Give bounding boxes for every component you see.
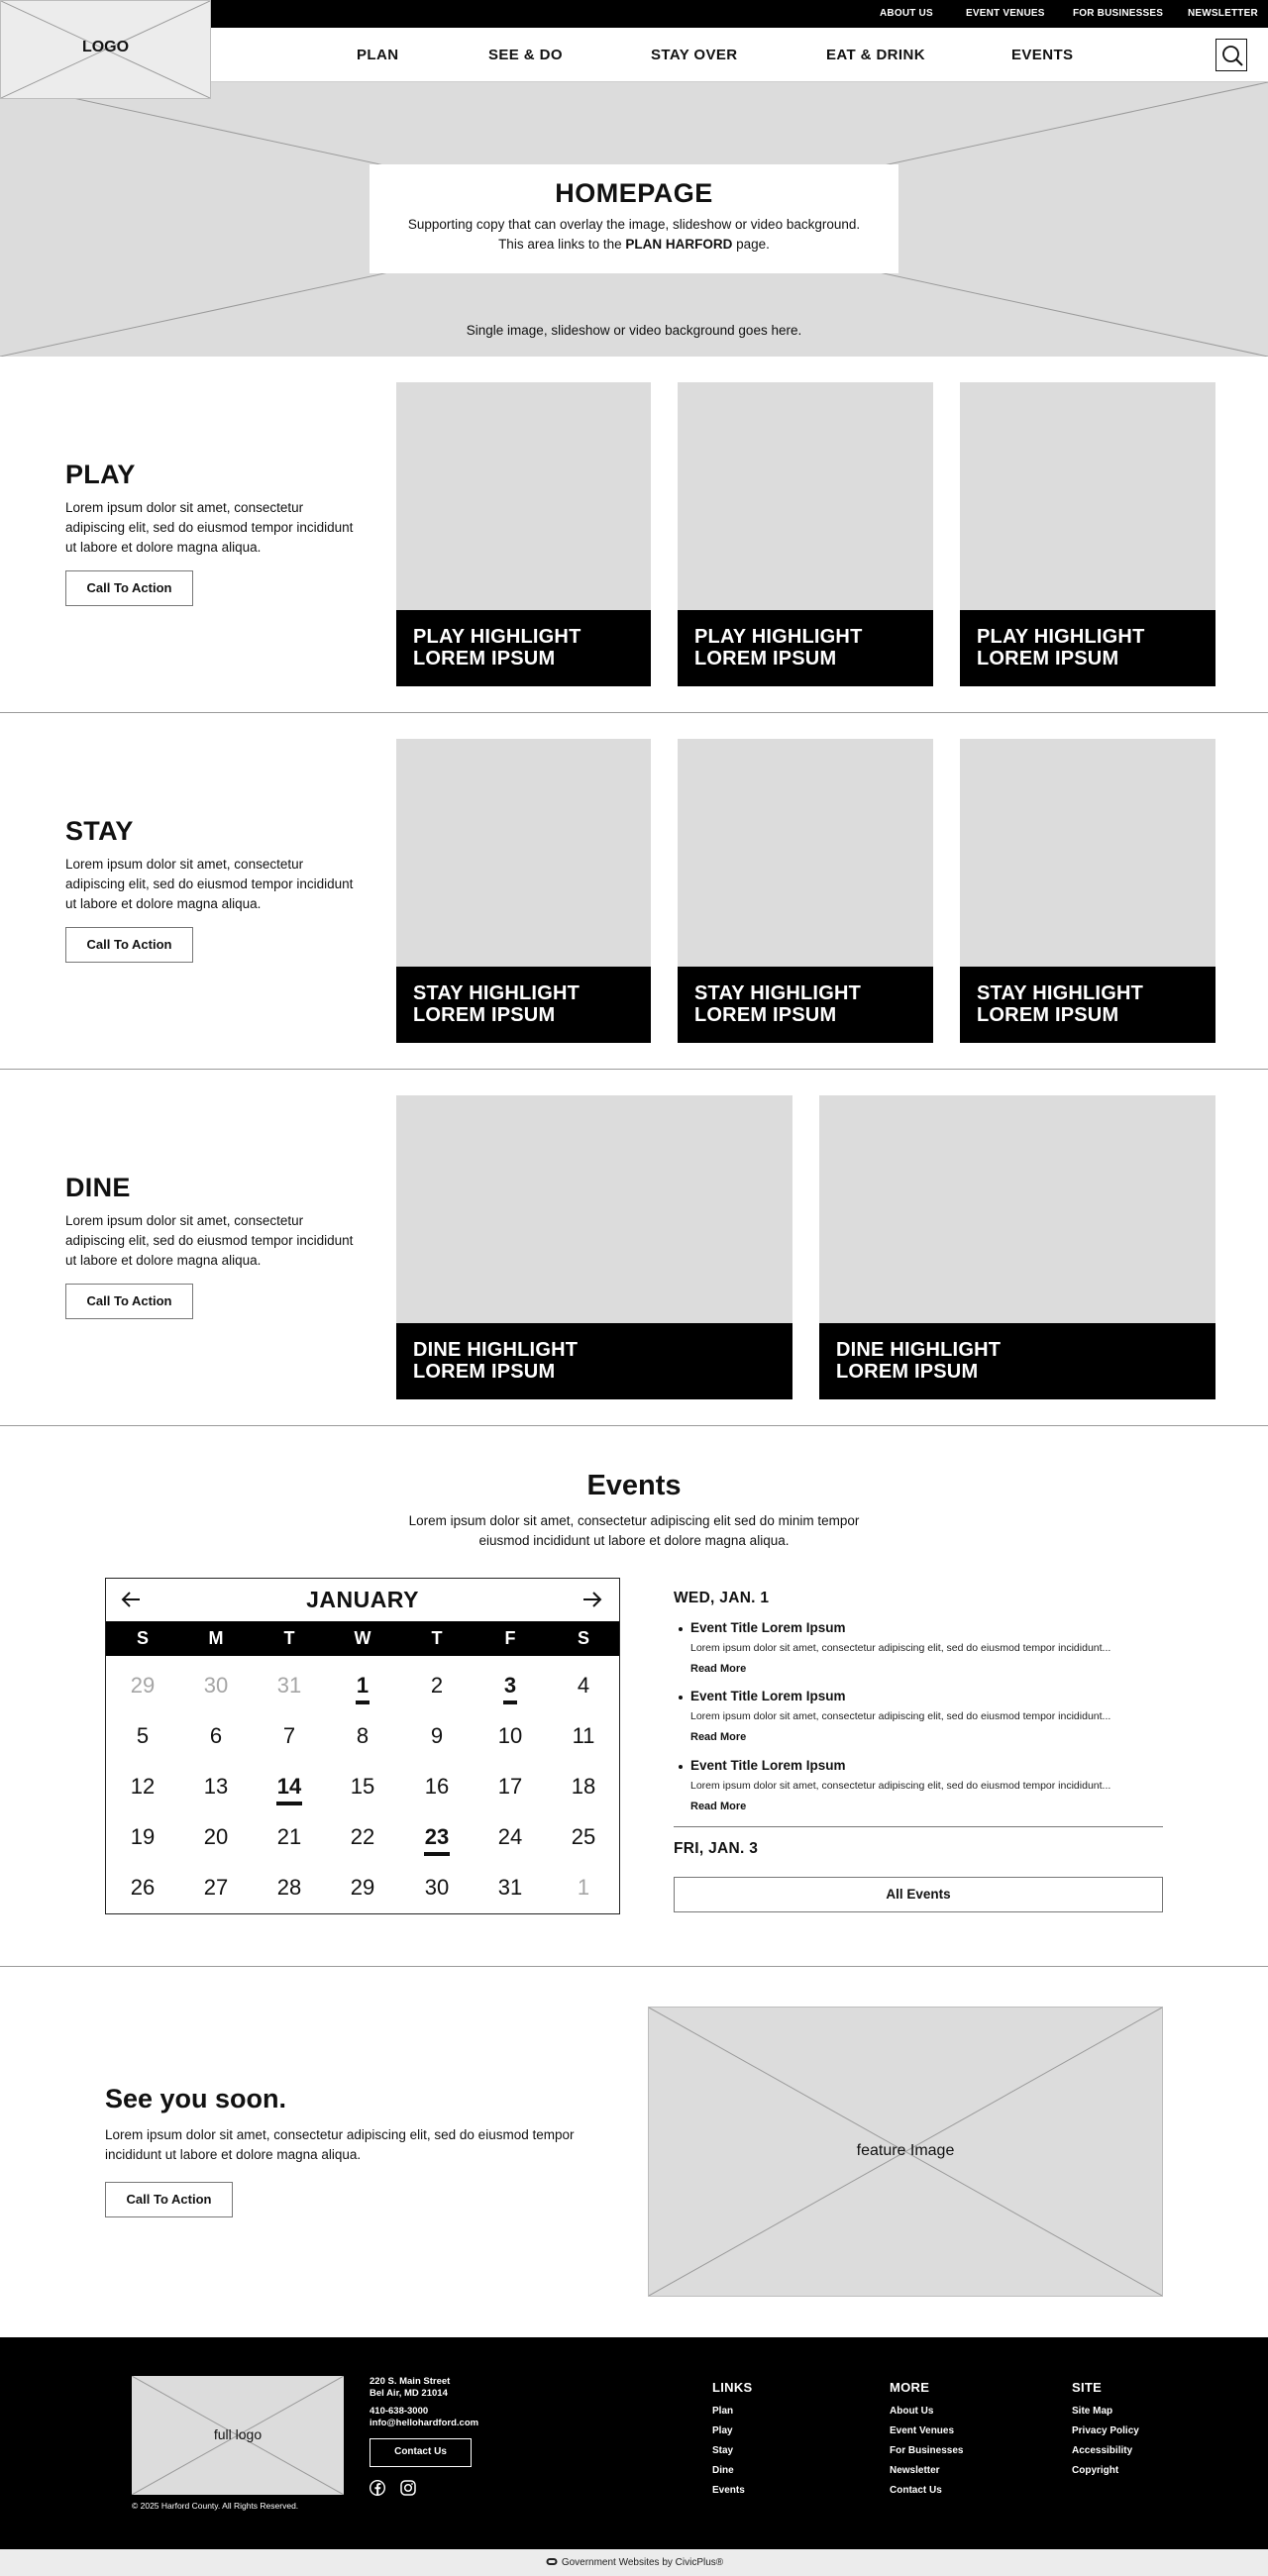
calendar-day[interactable]	[106, 1812, 179, 1862]
read-more-link[interactable]: Read More	[690, 1731, 747, 1743]
calendar-day-number: 6	[209, 1723, 223, 1748]
footer-link-play[interactable]: Play	[712, 2425, 733, 2436]
all-events-button[interactable]: All Events	[674, 1877, 1163, 1912]
calendar-day[interactable]	[547, 1661, 620, 1710]
dine-card[interactable]	[819, 1095, 1215, 1399]
calendar-day-number: 31	[497, 1875, 523, 1900]
arrow-left-icon[interactable]	[118, 1587, 144, 1612]
footer-link-about-us[interactable]: About Us	[890, 2406, 934, 2417]
calendar-day[interactable]	[400, 1661, 474, 1710]
stay-card[interactable]	[678, 739, 933, 1043]
calendar-day[interactable]	[474, 1762, 547, 1811]
bullet	[679, 1627, 683, 1631]
copyright: © 2025 Harford County. All Rights Reserved.	[132, 2501, 299, 2511]
calendar-day-number: 3	[503, 1671, 517, 1704]
calendar-month: JANUARY	[306, 1587, 419, 1612]
calendar-day[interactable]	[253, 1661, 326, 1710]
footer-link-dine[interactable]: Dine	[712, 2465, 734, 2476]
calendar-day-number: 14	[276, 1772, 302, 1805]
footer-logo-label: full logo	[213, 2426, 263, 2442]
calendar-weekday: S	[577, 1628, 589, 1648]
card-label: STAY HIGHLIGHT LOREM IPSUM	[960, 967, 1215, 1043]
calendar-day-number: 9	[430, 1723, 444, 1748]
calendar-day-number: 1	[356, 1671, 370, 1704]
calendar-day[interactable]	[400, 1762, 474, 1811]
play-card[interactable]	[960, 382, 1215, 686]
events-date-heading: WED, JAN. 1	[674, 1590, 770, 1606]
site-logo[interactable]	[0, 0, 211, 99]
utility-link-event-venues[interactable]: EVENT VENUES	[966, 8, 1045, 19]
calendar-day[interactable]	[400, 1711, 474, 1761]
hero-copy	[370, 215, 898, 255]
bullet	[679, 1765, 683, 1769]
calendar-weekday: M	[208, 1628, 224, 1648]
play-cta-button[interactable]: Call To Action	[65, 570, 193, 606]
card-label: STAY HIGHLIGHT LOREM IPSUM	[396, 967, 651, 1043]
footer-link-stay[interactable]: Stay	[712, 2445, 734, 2456]
arrow-right-icon[interactable]	[580, 1587, 605, 1612]
soon-body: Lorem ipsum dolor sit amet, consectetur adipiscing elit, sed do eiusmod tempor incididunt ut labore et dolore magna aliqua.	[105, 2127, 575, 2162]
stay-cta-button[interactable]: Call To Action	[65, 927, 193, 963]
footer-link-site-map[interactable]: Site Map	[1072, 2406, 1113, 2417]
card-label: DINE HIGHLIGHT LOREM IPSUM	[819, 1323, 1215, 1399]
calendar-day-number: 24	[497, 1824, 523, 1849]
events-divider	[674, 1826, 1163, 1827]
footer-link-accessibility[interactable]: Accessibility	[1072, 2445, 1133, 2456]
calendar-day-with-event[interactable]	[326, 1661, 399, 1710]
calendar-day[interactable]	[474, 1711, 547, 1761]
calendar-day[interactable]	[474, 1863, 547, 1912]
instagram-icon[interactable]	[400, 2480, 416, 2496]
calendar-day[interactable]	[326, 1762, 399, 1811]
section-divider	[0, 712, 1268, 713]
event-description: Lorem ipsum dolor sit amet, consectetur adipiscing elit, sed do eiusmod tempor incididunt...	[690, 1710, 1111, 1722]
calendar-day[interactable]	[253, 1711, 326, 1761]
calendar-day-with-event[interactable]	[474, 1661, 547, 1710]
calendar-day-number: 13	[203, 1774, 229, 1799]
calendar-day-with-event[interactable]	[400, 1812, 474, 1862]
footer-contact-button[interactable]: Contact Us	[370, 2438, 472, 2467]
calendar-day[interactable]	[179, 1762, 253, 1811]
card-label: STAY HIGHLIGHT LOREM IPSUM	[678, 967, 933, 1043]
facebook-icon[interactable]	[370, 2480, 385, 2496]
footer-link-event-venues[interactable]: Event Venues	[890, 2425, 955, 2436]
calendar-day[interactable]	[106, 1661, 179, 1710]
nav-plan[interactable]: PLAN	[357, 47, 399, 63]
calendar-day-number: 23	[424, 1822, 450, 1856]
calendar-day[interactable]	[547, 1812, 620, 1862]
hero-card	[370, 164, 898, 273]
hero-note: Single image, slideshow or video background goes here.	[466, 323, 802, 338]
civicplus-bar[interactable]	[0, 2549, 1268, 2576]
footer-heading-links: LINKS	[712, 2380, 753, 2395]
site-footer	[0, 2337, 1268, 2549]
footer-link-contact-us[interactable]: Contact Us	[890, 2485, 942, 2496]
calendar-weekday: S	[136, 1628, 149, 1648]
soon-title: See you soon.	[105, 2084, 287, 2113]
calendar-day[interactable]	[400, 1863, 474, 1912]
footer-link-newsletter[interactable]: Newsletter	[890, 2465, 940, 2476]
footer-link-events[interactable]: Events	[712, 2485, 745, 2496]
calendar-weekday: F	[504, 1628, 516, 1648]
dine-title: DINE	[65, 1173, 131, 1202]
hero-copy-line2: This area links to the	[498, 237, 626, 252]
footer-heading-site: SITE	[1072, 2380, 1103, 2395]
calendar-day-number: 25	[571, 1824, 596, 1849]
calendar-day[interactable]	[106, 1711, 179, 1761]
footer-link-for-businesses[interactable]: For Businesses	[890, 2445, 964, 2456]
event-title-link[interactable]: Event Title Lorem Ipsum	[690, 1758, 846, 1773]
nav-see-and-do[interactable]: SEE & DO	[488, 47, 563, 63]
calendar-day-number: 8	[356, 1723, 370, 1748]
event-title-link[interactable]: Event Title Lorem Ipsum	[690, 1689, 846, 1703]
footer-logo[interactable]	[132, 2376, 344, 2495]
stay-card[interactable]	[960, 739, 1215, 1043]
feature-image-label: feature Image	[856, 2142, 955, 2159]
nav-events[interactable]: EVENTS	[1011, 47, 1074, 63]
bullet	[679, 1696, 683, 1700]
calendar-day[interactable]	[326, 1711, 399, 1761]
calendar-day-number: 30	[203, 1673, 229, 1698]
calendar-day[interactable]	[253, 1863, 326, 1912]
email-link[interactable]: info@hellohardford.com	[370, 2418, 479, 2428]
calendar-day-number: 18	[571, 1774, 596, 1799]
play-card[interactable]	[678, 382, 933, 686]
footer-link-privacy-policy[interactable]: Privacy Policy	[1072, 2425, 1139, 2436]
footer-link-copyright[interactable]: Copyright	[1072, 2465, 1119, 2476]
calendar-weekday: W	[354, 1628, 371, 1648]
calendar-day-number: 30	[424, 1875, 450, 1900]
hero-copy-line1: Supporting copy that can overlay the image, slideshow or video background.	[407, 217, 861, 232]
calendar-day[interactable]	[326, 1812, 399, 1862]
calendar-day-number: 20	[203, 1824, 229, 1849]
footer-link-plan[interactable]: Plan	[712, 2406, 734, 2417]
plan-harford-link[interactable]: PLAN HARFORD	[625, 237, 733, 252]
calendar-day-number: 5	[136, 1723, 150, 1748]
nav-stay-over[interactable]: STAY OVER	[651, 47, 738, 63]
civicplus-logo-icon	[545, 2557, 559, 2566]
calendar-day-number: 31	[276, 1673, 302, 1698]
calendar-day-number: 28	[276, 1875, 302, 1900]
calendar-day-number: 12	[130, 1774, 156, 1799]
calendar-day-number: 16	[424, 1774, 450, 1799]
calendar-day-with-event[interactable]	[253, 1762, 326, 1811]
calendar-day[interactable]	[179, 1812, 253, 1862]
card-label: PLAY HIGHLIGHT LOREM IPSUM	[960, 610, 1215, 686]
address-line2: Bel Air, MD 21014	[370, 2388, 448, 2399]
card-label: PLAY HIGHLIGHT LOREM IPSUM	[396, 610, 651, 686]
search-icon	[1216, 40, 1248, 72]
event-description: Lorem ipsum dolor sit amet, consectetur adipiscing elit, sed do eiusmod tempor incididunt...	[690, 1780, 1111, 1792]
event-title-link[interactable]: Event Title Lorem Ipsum	[690, 1620, 846, 1635]
phone-link[interactable]: 410-638-3000	[370, 2406, 429, 2417]
utility-link-newsletter[interactable]: NEWSLETTER	[1188, 8, 1258, 19]
card-label: DINE HIGHLIGHT LOREM IPSUM	[396, 1323, 792, 1399]
events-calendar	[105, 1578, 620, 1914]
section-divider	[0, 1966, 1268, 1967]
feature-image	[648, 2007, 1163, 2297]
soon-cta-button[interactable]: Call To Action	[105, 2182, 233, 2217]
hero-title: HOMEPAGE	[555, 178, 713, 208]
utility-link-about-us[interactable]: ABOUT US	[880, 8, 933, 19]
events-date-heading: FRI, JAN. 3	[674, 1840, 759, 1857]
calendar-day-number: 27	[203, 1875, 229, 1900]
calendar-day-number: 1	[577, 1875, 590, 1900]
calendar-day[interactable]	[179, 1661, 253, 1710]
dine-cta-button[interactable]: Call To Action	[65, 1284, 193, 1319]
hero-background	[0, 82, 1268, 357]
calendar-day-number: 19	[130, 1824, 156, 1849]
calendar-day[interactable]	[474, 1812, 547, 1862]
calendar-day-number: 7	[282, 1723, 296, 1748]
calendar-day-number: 21	[276, 1824, 302, 1849]
section-divider	[0, 1425, 1268, 1426]
calendar-weekday: T	[283, 1628, 295, 1648]
calendar-day[interactable]	[547, 1863, 620, 1912]
calendar-weekday: T	[431, 1628, 443, 1648]
events-intro: Lorem ipsum dolor sit amet, consectetur adipiscing elit sed do minim tempor eiusmod incididunt ut labore et dolore magna aliqua.	[408, 1513, 860, 1548]
calendar-day-number: 15	[350, 1774, 375, 1799]
nav-eat-and-drink[interactable]: EAT & DRINK	[826, 47, 925, 63]
calendar-day[interactable]	[253, 1812, 326, 1862]
stay-title: STAY	[65, 816, 134, 846]
logo-text: LOGO	[81, 39, 130, 55]
calendar-day-number: 22	[350, 1824, 375, 1849]
calendar-day-number: 29	[350, 1875, 375, 1900]
calendar-day[interactable]	[547, 1711, 620, 1761]
dine-card[interactable]	[396, 1095, 792, 1399]
calendar-day-number: 17	[497, 1774, 523, 1799]
calendar-day[interactable]	[547, 1762, 620, 1811]
calendar-weekday-header	[106, 1621, 619, 1656]
address-line1: 220 S. Main Street	[370, 2376, 451, 2387]
calendar-day-number: 2	[430, 1673, 444, 1698]
play-card[interactable]	[396, 382, 651, 686]
calendar-day[interactable]	[106, 1863, 179, 1912]
calendar-day[interactable]	[326, 1863, 399, 1912]
section-divider	[0, 1069, 1268, 1070]
calendar-day-number: 26	[130, 1875, 156, 1900]
read-more-link[interactable]: Read More	[690, 1801, 747, 1812]
calendar-day-number: 11	[572, 1723, 595, 1748]
event-description: Lorem ipsum dolor sit amet, consectetur adipiscing elit, sed do eiusmod tempor incididunt...	[690, 1642, 1111, 1654]
calendar-day-number: 4	[577, 1673, 590, 1698]
play-body: Lorem ipsum dolor sit amet, consectetur adipiscing elit, sed do eiusmod tempor incididunt ut labore et dolore magna aliqua.	[65, 500, 354, 555]
calendar-day-number: 29	[130, 1673, 156, 1698]
events-title: Events	[586, 1470, 682, 1501]
card-label: PLAY HIGHLIGHT LOREM IPSUM	[678, 610, 933, 686]
read-more-link[interactable]: Read More	[690, 1663, 747, 1675]
utility-link-for-businesses[interactable]: FOR BUSINESSES	[1073, 8, 1164, 19]
hero-copy-line2-end: page.	[732, 237, 770, 252]
calendar-day[interactable]	[106, 1762, 179, 1811]
stay-body: Lorem ipsum dolor sit amet, consectetur adipiscing elit, sed do eiusmod tempor incididunt ut labore et dolore magna aliqua.	[65, 857, 354, 911]
calendar-day[interactable]	[179, 1711, 253, 1761]
civicplus-text: Government Websites by CivicPlus®	[561, 2557, 724, 2568]
play-title: PLAY	[65, 460, 136, 489]
stay-card[interactable]	[396, 739, 651, 1043]
dine-body: Lorem ipsum dolor sit amet, consectetur adipiscing elit, sed do eiusmod tempor incididunt ut labore et dolore magna aliqua.	[65, 1213, 354, 1268]
footer-heading-more: MORE	[890, 2380, 930, 2395]
calendar-day-number: 10	[497, 1723, 523, 1748]
calendar-day[interactable]	[179, 1863, 253, 1912]
search-button[interactable]	[1215, 39, 1247, 71]
